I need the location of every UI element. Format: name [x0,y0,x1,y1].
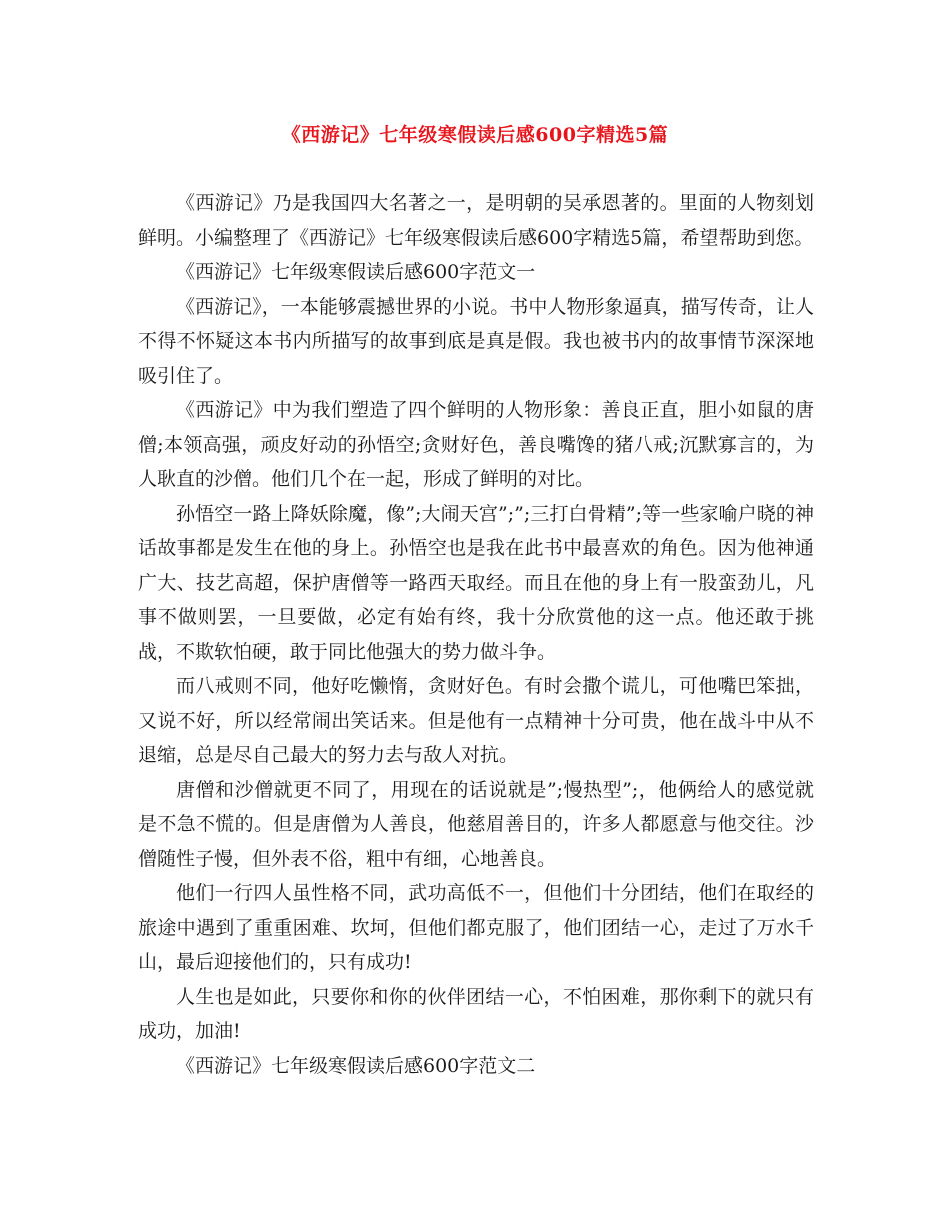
paragraph: 而八戒则不同，他好吃懒惰，贪财好色。有时会撒个谎儿，可他嘴巴笨拙，又说不好，所以经常闹出笑话来。但是他有一点精神十分可贵，他在战斗中从不退缩，总是尽自己最大的努力去与敌人对抗。 [138,675,814,766]
paragraph: 《西游记》中为我们塑造了四个鲜明的人物形象：善良正直，胆小如鼠的唐僧;本领高强，顽皮好动的孙悟空;贪财好色，善良嘴馋的猪八戒;沉默寡言的，为人耿直的沙僧。他们几个在一起，形成了鲜明的对比。 [138,399,814,490]
paragraph: 《西游记》，一本能够震撼世界的小说。书中人物形象逼真，描写传奇，让人不得不怀疑这本书内所描写的故事到底是真是假。我也被书内的故事情节深深地吸引住了。 [138,295,814,387]
paragraph: 孙悟空一路上降妖除魔，像”;大闹天宫”;”;三打白骨精”;等一些家喻户晓的神话故事都是发生在他的身上。孙悟空也是我在此书中最喜欢的角色。因为他神通广大、技艺高超，保护唐僧等一路西天取经。而且在他的身上有一股蛮劲儿，凡事不做则罢，一旦要做，必定有始有终，我十分欣赏他的这一点。他还敢于挑战，不欺软怕硬，敢于同比他强大的势力做斗争。 [138,502,814,663]
paragraph-intro: 《西游记》乃是我国四大名著之一，是明朝的吴承恩著的。里面的人物刻划鲜明。小编整理了《西游记》七年级寒假读后感600字精选5篇，希望帮助到您。 [138,192,814,249]
section-heading-1: 《西游记》七年级寒假读后感600字范文一 [176,261,536,283]
document-title: 《西游记》七年级寒假读后感600字精选5篇 [281,124,669,146]
paragraph: 人生也是如此，只要你和你的伙伴团结一心，不怕困难，那你剩下的就只有成功，加油! [138,985,814,1042]
paragraph: 他们一行四人虽性格不同，武功高低不一，但他们十分团结，他们在取经的旅途中遇到了重重困难、坎坷，但他们都克服了，他们团结一心，走过了万水千山，最后迎接他们的，只有成功! [138,882,814,973]
section-heading-2: 《西游记》七年级寒假读后感600字范文二 [176,1054,536,1077]
paragraph: 唐僧和沙僧就更不同了，用现在的话说就是”;慢热型”;，他俩给人的感觉就是不急不慌的。但是唐僧为人善良，他慈眉善目的，许多人都愿意与他交往。沙僧随性子慢，但外表不俗，粗中有细，心地善良。 [138,778,814,870]
document-body [138,186,814,1083]
